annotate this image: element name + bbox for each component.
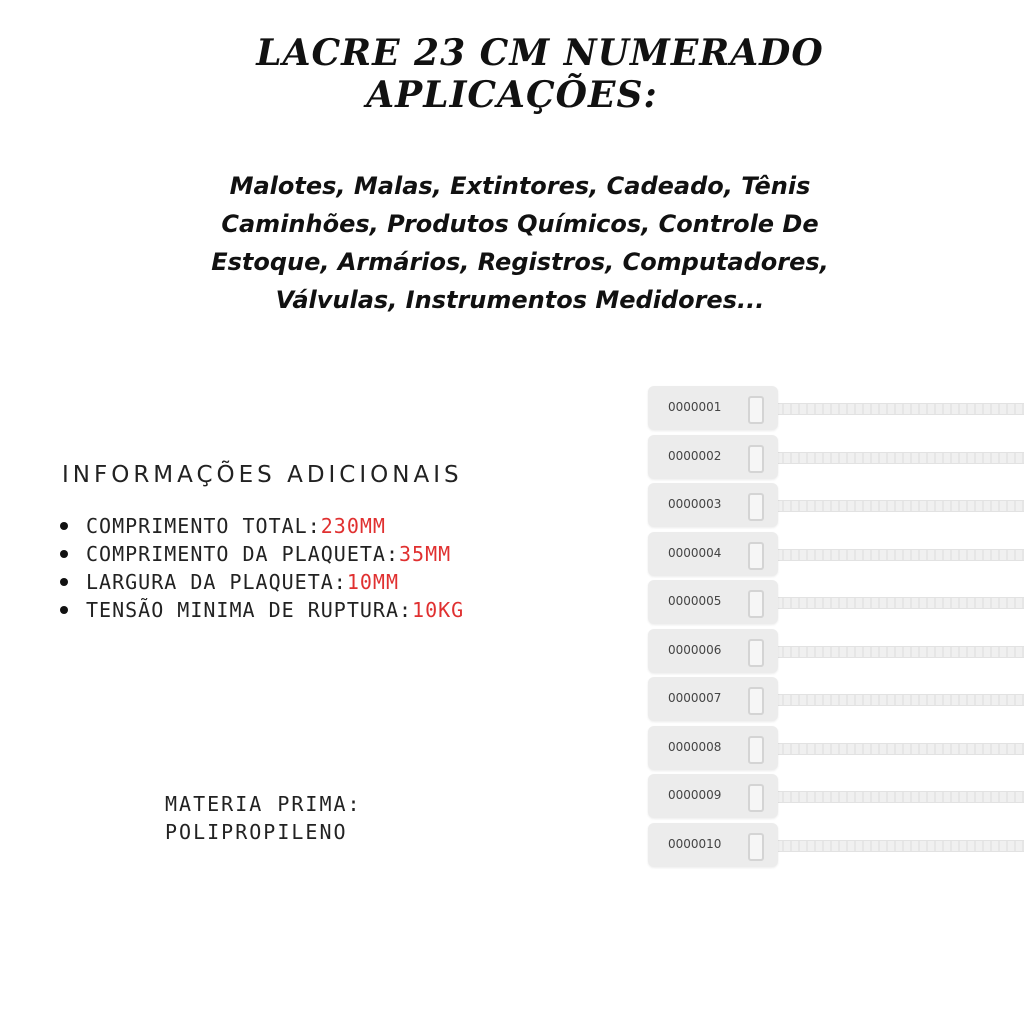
seal-tag bbox=[648, 435, 778, 479]
seal-strap bbox=[776, 403, 1024, 415]
applications-line: Malotes, Malas, Extintores, Cadeado, Tênis bbox=[229, 172, 811, 200]
bullet-icon bbox=[60, 550, 68, 558]
seal-item bbox=[648, 677, 1024, 721]
title-line-2: APLICAÇÕES: bbox=[366, 74, 658, 116]
material-value: POLIPROPILENO bbox=[165, 820, 348, 844]
seal-strap bbox=[776, 694, 1024, 706]
seal-number: 0000003 bbox=[668, 497, 722, 511]
seal-item bbox=[648, 386, 1024, 430]
spec-label: COMPRIMENTO TOTAL: bbox=[86, 514, 321, 538]
seal-tag bbox=[648, 483, 778, 527]
seal-image bbox=[648, 386, 1024, 876]
spec-list bbox=[60, 512, 464, 624]
lock-icon bbox=[748, 736, 764, 764]
seal-number: 0000008 bbox=[668, 740, 722, 754]
lock-icon bbox=[748, 784, 764, 812]
seal-item bbox=[648, 726, 1024, 770]
seal-strap bbox=[776, 597, 1024, 609]
seal-item bbox=[648, 483, 1024, 527]
seal-item bbox=[648, 823, 1024, 867]
seal-item bbox=[648, 532, 1024, 576]
lock-icon bbox=[748, 687, 764, 715]
spec-item bbox=[60, 512, 464, 540]
spec-value: 230MM bbox=[320, 514, 386, 538]
seal-number: 0000001 bbox=[668, 400, 722, 414]
seal-strap bbox=[776, 791, 1024, 803]
seal-item bbox=[648, 629, 1024, 673]
seal-strap bbox=[776, 452, 1024, 464]
lock-icon bbox=[748, 639, 764, 667]
lock-icon bbox=[748, 590, 764, 618]
seal-tag bbox=[648, 580, 778, 624]
lock-icon bbox=[748, 493, 764, 521]
lock-icon bbox=[748, 396, 764, 424]
spec-label: COMPRIMENTO DA PLAQUETA: bbox=[86, 542, 399, 566]
seal-tag bbox=[648, 677, 778, 721]
seal-strap bbox=[776, 500, 1024, 512]
bullet-icon bbox=[60, 522, 68, 530]
seal-item bbox=[648, 774, 1024, 818]
seal-number: 0000010 bbox=[668, 837, 722, 851]
spec-value: 35MM bbox=[398, 542, 452, 566]
seal-strap bbox=[776, 840, 1024, 852]
spec-label: TENSÃO MINIMA DE RUPTURA: bbox=[86, 598, 413, 622]
seal-number: 0000009 bbox=[668, 788, 722, 802]
seal-item bbox=[648, 435, 1024, 479]
seal-strap bbox=[776, 743, 1024, 755]
seal-tag bbox=[648, 386, 778, 430]
seal-item bbox=[648, 580, 1024, 624]
applications-line: Caminhões, Produtos Químicos, Controle De bbox=[221, 210, 819, 238]
spec-value: 10MM bbox=[346, 570, 399, 594]
seal-number: 0000007 bbox=[668, 691, 722, 705]
spec-item bbox=[60, 596, 464, 624]
lock-icon bbox=[748, 445, 764, 473]
material-info bbox=[165, 790, 362, 846]
spec-item bbox=[60, 568, 464, 596]
seal-number: 0000002 bbox=[668, 449, 722, 463]
material-label: MATERIA PRIMA: bbox=[165, 792, 362, 816]
spec-value: 10KG bbox=[412, 598, 465, 622]
spec-item bbox=[60, 540, 464, 568]
seal-number: 0000006 bbox=[668, 643, 722, 657]
info-heading: INFORMAÇÕES ADICIONAIS bbox=[62, 462, 463, 488]
lock-icon bbox=[748, 542, 764, 570]
bullet-icon bbox=[60, 578, 68, 586]
applications-line: Válvulas, Instrumentos Medidores... bbox=[275, 286, 765, 314]
seal-tag bbox=[648, 774, 778, 818]
spec-label: LARGURA DA PLAQUETA: bbox=[86, 570, 347, 594]
seal-tag bbox=[648, 629, 778, 673]
bullet-icon bbox=[60, 606, 68, 614]
seal-number: 0000005 bbox=[668, 594, 722, 608]
applications-line: Estoque, Armários, Registros, Computadores, bbox=[211, 248, 829, 276]
seal-tag bbox=[648, 823, 778, 867]
seal-tag bbox=[648, 532, 778, 576]
seal-tag bbox=[648, 726, 778, 770]
title-line-1: LACRE 23 CM NUMERADO bbox=[256, 32, 824, 74]
seal-number: 0000004 bbox=[668, 546, 722, 560]
seal-strap bbox=[776, 549, 1024, 561]
applications-text bbox=[170, 167, 870, 319]
seal-strap bbox=[776, 646, 1024, 658]
lock-icon bbox=[748, 833, 764, 861]
